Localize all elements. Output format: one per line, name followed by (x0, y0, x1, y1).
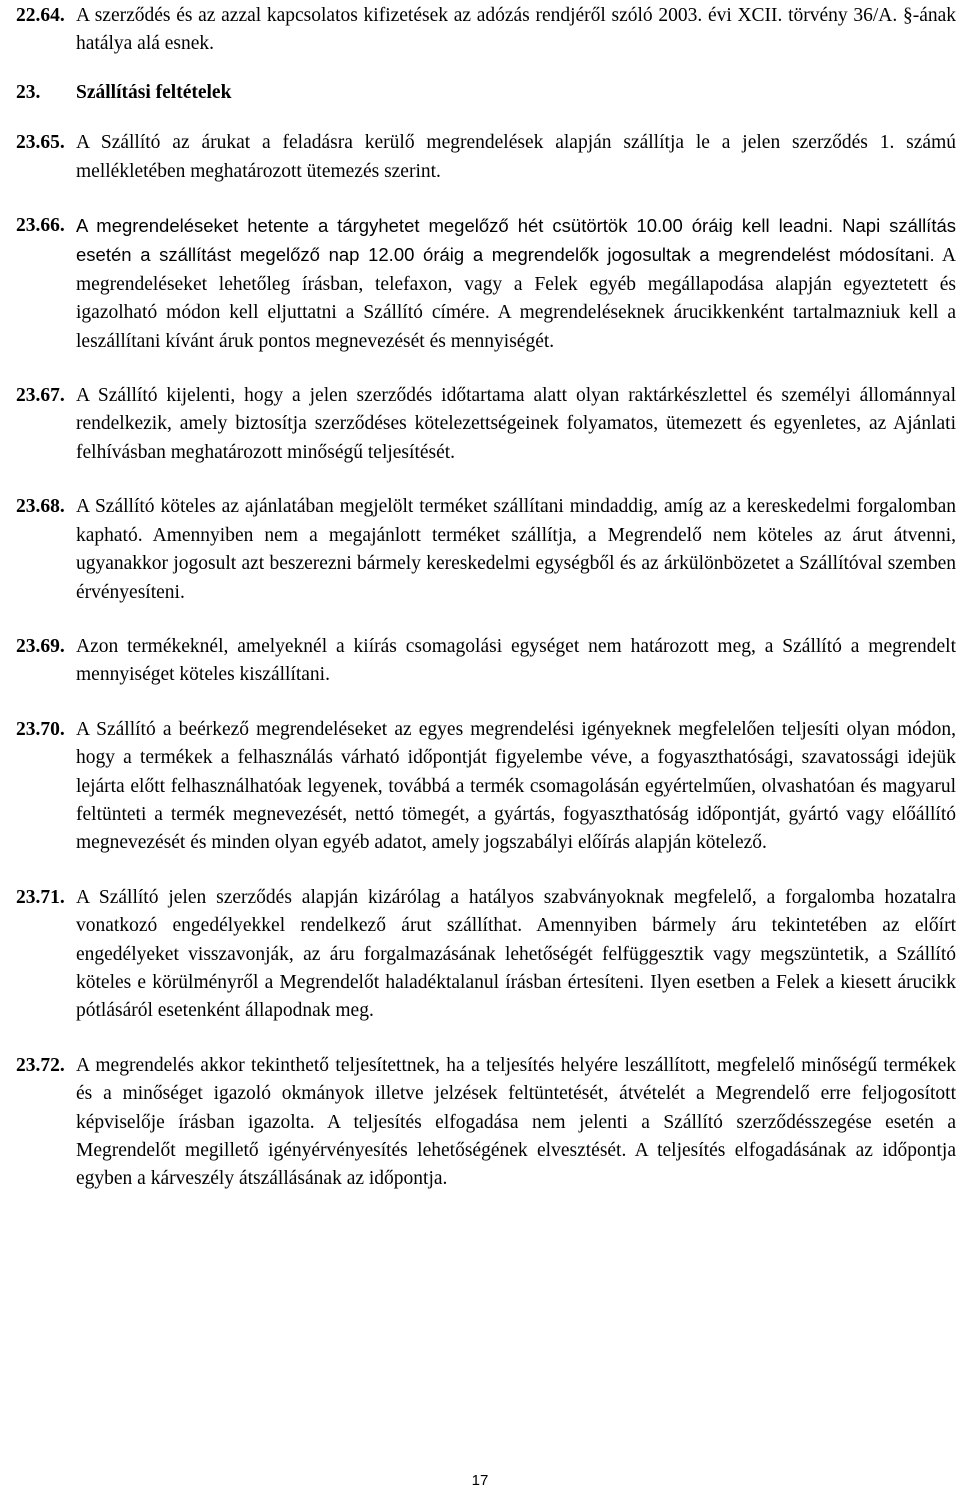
section-heading (16, 79, 956, 107)
section-number: 23. (16, 81, 41, 103)
paragraph-23-72 (16, 1052, 956, 1194)
paragraph-23-69 (16, 633, 956, 690)
paragraph-number: 23.68. (16, 496, 65, 518)
paragraph-22-64 (16, 2, 956, 59)
page-number: 17 (471, 1472, 489, 1489)
paragraph-23-66 (16, 212, 956, 356)
paragraph-text: A Szállító köteles az ajánlatában megjelölt terméket szállítani mindaddig, amíg az a kereskedelmi forgalomban kapható. Amennyiben nem a megajánlott terméket szállítja, a Megrendelő nem köteles az árut átvenni, ugyanakkor jogosult azt beszerezni bármely kereskedelmi egységből és az árkülönbözetet a Szállítóval szemben érvényesíteni. (76, 496, 956, 603)
paragraph-text: A Szállító kijelenti, hogy a jelen szerződés időtartama alatt olyan raktárkészlettel és személyi állománnyal rendelkezik, amely biztosítja szerződéses kötelezettségeinek folyamatos, ütemezett és egyenletes, az Ajánlati felhívásban meghatározott minőségű teljesítését. (76, 385, 956, 463)
paragraph-23-71 (16, 884, 956, 1026)
paragraph-number: 22.64. (16, 5, 65, 26)
paragraph-23-65 (16, 129, 956, 186)
paragraph-text: A Szállító jelen szerződés alapján kizárólag a hatályos szabványoknak megfelelő, a forgalomba hozatalra vonatkozó engedélyekkel rendelkező árut szállíthat. Amennyiben bármely áru tekintetében az előírt engedélyeket visszavonják, az áru forgalmazásának lehetőségét felfüggesztik vagy megszüntetik, a Szállító köteles e körülményről a Megrendelőt haladéktalanul írásban értesíteni. Ilyen esetben a Felek a kiesett árucikk pótlásáról esetenként állapodnak meg. (76, 886, 956, 1022)
paragraph-text: A megrendelés akkor tekinthető teljesítettnek, ha a teljesítés helyére leszállított, megfelelő minőségű termékek és a minőséget igazoló okmányok illetve jelzések feltüntetését, átvételét a Megrendelő erre feljogosított képviselője írásban igazolta. A teljesítés elfogadása nem jelenti a Szállító szerződésszegése esetén a Megrendelőt megillető igényérvényesítés lehetőségének elvesztését. A teljesítés elfogadásának az időpontja egyben a kárveszély átszállásának az időpontja. (76, 1054, 956, 1190)
paragraph-number: 23.67. (16, 385, 65, 407)
paragraph-number: 23.71. (16, 886, 65, 908)
paragraph-23-70 (16, 716, 956, 858)
document-body (16, 2, 956, 1220)
paragraph-text: A Szállító a beérkező megrendeléseket az egyes megrendelési igényeknek megfelelően teljesíti olyan módon, hogy a termékek a felhasználás várható időpontját figyelembe véve, a fogyaszthatósági, szavatossági idejük lejárta előtt felhasználhatóak legyenek, továbbá a termék csomagolásán egyértelműen, olvashatóan és magyarul feltünteti a termék megnevezését, nettó tömegét, a gyártás, fogyaszthatóság időpontját, gyártó vagy előállító megnevezését és minden olyan egyéb adatot, amely jogszabályi előírás alapján kötelező. (76, 718, 956, 854)
paragraph-number: 23.65. (16, 132, 65, 154)
paragraph-text: A megrendeléseket lehetőleg írásban, telefaxon, vagy a Felek egyéb megállapodása alapján egyeztetett és igazolható módon kell eljuttatni a Szállító címére. A megrendeléseknek árucikkenként tartalmazniuk kell a leszállítani kívánt áruk pontos megnevezését és mennyiségét. (76, 245, 956, 352)
section-title: Szállítási feltételek (76, 81, 232, 103)
paragraph-text: A Szállító az árukat a feladásra kerülő megrendelések alapján szállítja le a jelen szerződés 1. számú mellékletében meghatározott ütemezés szerint. (76, 132, 956, 182)
paragraph-text: Azon termékeknél, amelyeknél a kiírás csomagolási egységet nem határozott meg, a Szállító a megrendelt mennyiséget köteles kiszállítani. (76, 635, 956, 686)
paragraph-number: 23.72. (16, 1054, 65, 1076)
paragraph-23-68 (16, 493, 956, 607)
paragraph-text: A szerződés és az azzal kapcsolatos kifizetések az adózás rendjéről szóló 2003. évi XCII. törvény 36/A. §-ának hatálya alá esnek. (76, 5, 956, 55)
paragraph-text-sans: A megrendeléseket hetente a tárgyhetet megelőző hét csütörtök 10.00 óráig kell leadni. Napi szállítás esetén a szállítást megelőző nap 12.00 óráig a megrendelők jogosultak a megrendelést módosítani. (76, 215, 956, 266)
paragraph-number: 23.69. (16, 635, 65, 657)
paragraph-number: 23.70. (16, 718, 65, 740)
paragraph-number: 23.66. (16, 215, 65, 237)
paragraph-23-67 (16, 382, 956, 467)
